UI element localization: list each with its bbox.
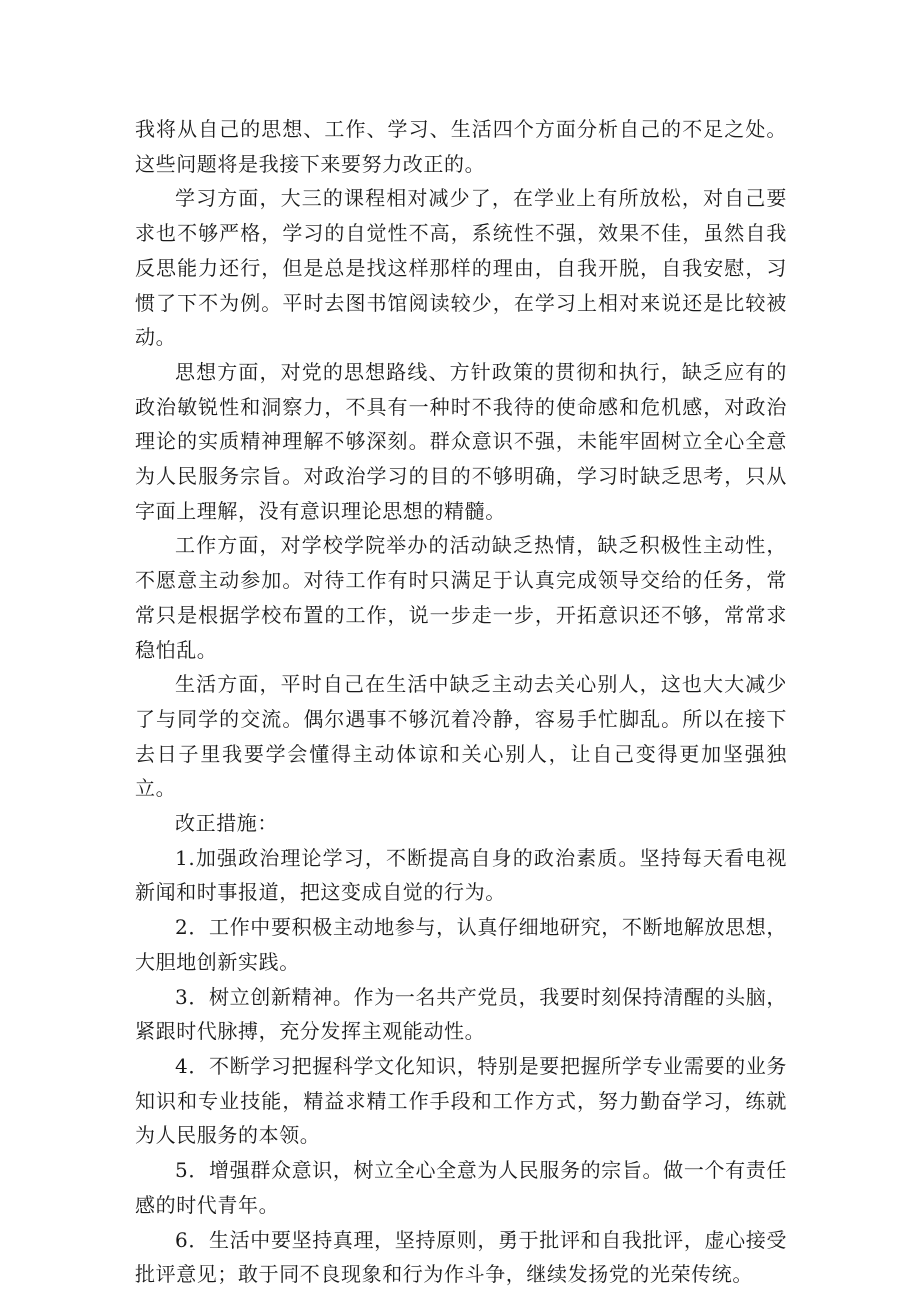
measure-item-3: 3．树立创新精神。作为一名共产党员，我要时刻保持清醒的头脑，紧跟时代脉搏，充分发挥主观能动性。 — [135, 984, 787, 1044]
paragraph-life: 生活方面，平时自己在生活中缺乏主动去关心别人，这也大大减少了与同学的交流。偶尔遇事不够沉着冷静，容易手忙脚乱。所以在接下去日子里我要学会懂得主动体谅和关心别人，让自己变得更加坚强独立。 — [135, 672, 787, 801]
measure-item-6: 6．生活中要坚持真理，坚持原则，勇于批评和自我批评，虚心接受批评意见；敢于同不良现象和行为作斗争，继续发扬党的光荣传统。 — [135, 1227, 787, 1287]
measure-item-4: 4．不断学习把握科学文化知识，特别是要把握所学专业需要的业务知识和专业技能，精益求精工作手段和工作方式，努力勤奋学习，练就为人民服务的本领。 — [135, 1053, 787, 1148]
measure-item-1: 1.加强政治理论学习，不断提高自身的政治素质。坚持每天看电视新闻和时事报道，把这变成自觉的行为。 — [135, 845, 787, 905]
document-body — [135, 112, 787, 1292]
paragraph-work: 工作方面，对学校学院举办的活动缺乏热情，缺乏积极性主动性，不愿意主动参加。对待工作有时只满足于认真完成领导交给的任务，常常只是根据学校布置的工作，说一步走一步，开拓意识还不够，常常求稳怕乱。 — [135, 533, 787, 662]
measure-item-2: 2．工作中要积极主动地参与，认真仔细地研究，不断地解放思想，大胆地创新实践。 — [135, 915, 787, 974]
paragraph-intro: 我将从自己的思想、工作、学习、生活四个方面分析自己的不足之处。这些问题将是我接下来要努力改正的。 — [135, 117, 787, 176]
section-heading-measures: 改正措施： — [175, 811, 278, 836]
paragraph-study: 学习方面，大三的课程相对减少了，在学业上有所放松，对自己要求也不够严格，学习的自觉性不高，系统性不强，效果不佳，虽然自我反思能力还行，但是总是找这样那样的理由，自我开脱，自我安慰，习惯了下不为例。平时去图书馆阅读较少，在学习上相对来说还是比较被动。 — [135, 186, 787, 350]
paragraph-thought: 思想方面，对党的思想路线、方针政策的贯彻和执行，缺乏应有的政治敏锐性和洞察力，不具有一种时不我待的使命感和危机感，对政治理论的实质精神理解不够深刻。群众意识不强，未能牢固树立全心全意为人民服务宗旨。对政治学习的目的不够明确，学习时缺乏思考，只从字面上理解，没有意识理论思想的精髓。 — [135, 359, 787, 523]
measure-item-5: 5．增强群众意识，树立全心全意为人民服务的宗旨。做一个有责任感的时代青年。 — [135, 1158, 787, 1217]
